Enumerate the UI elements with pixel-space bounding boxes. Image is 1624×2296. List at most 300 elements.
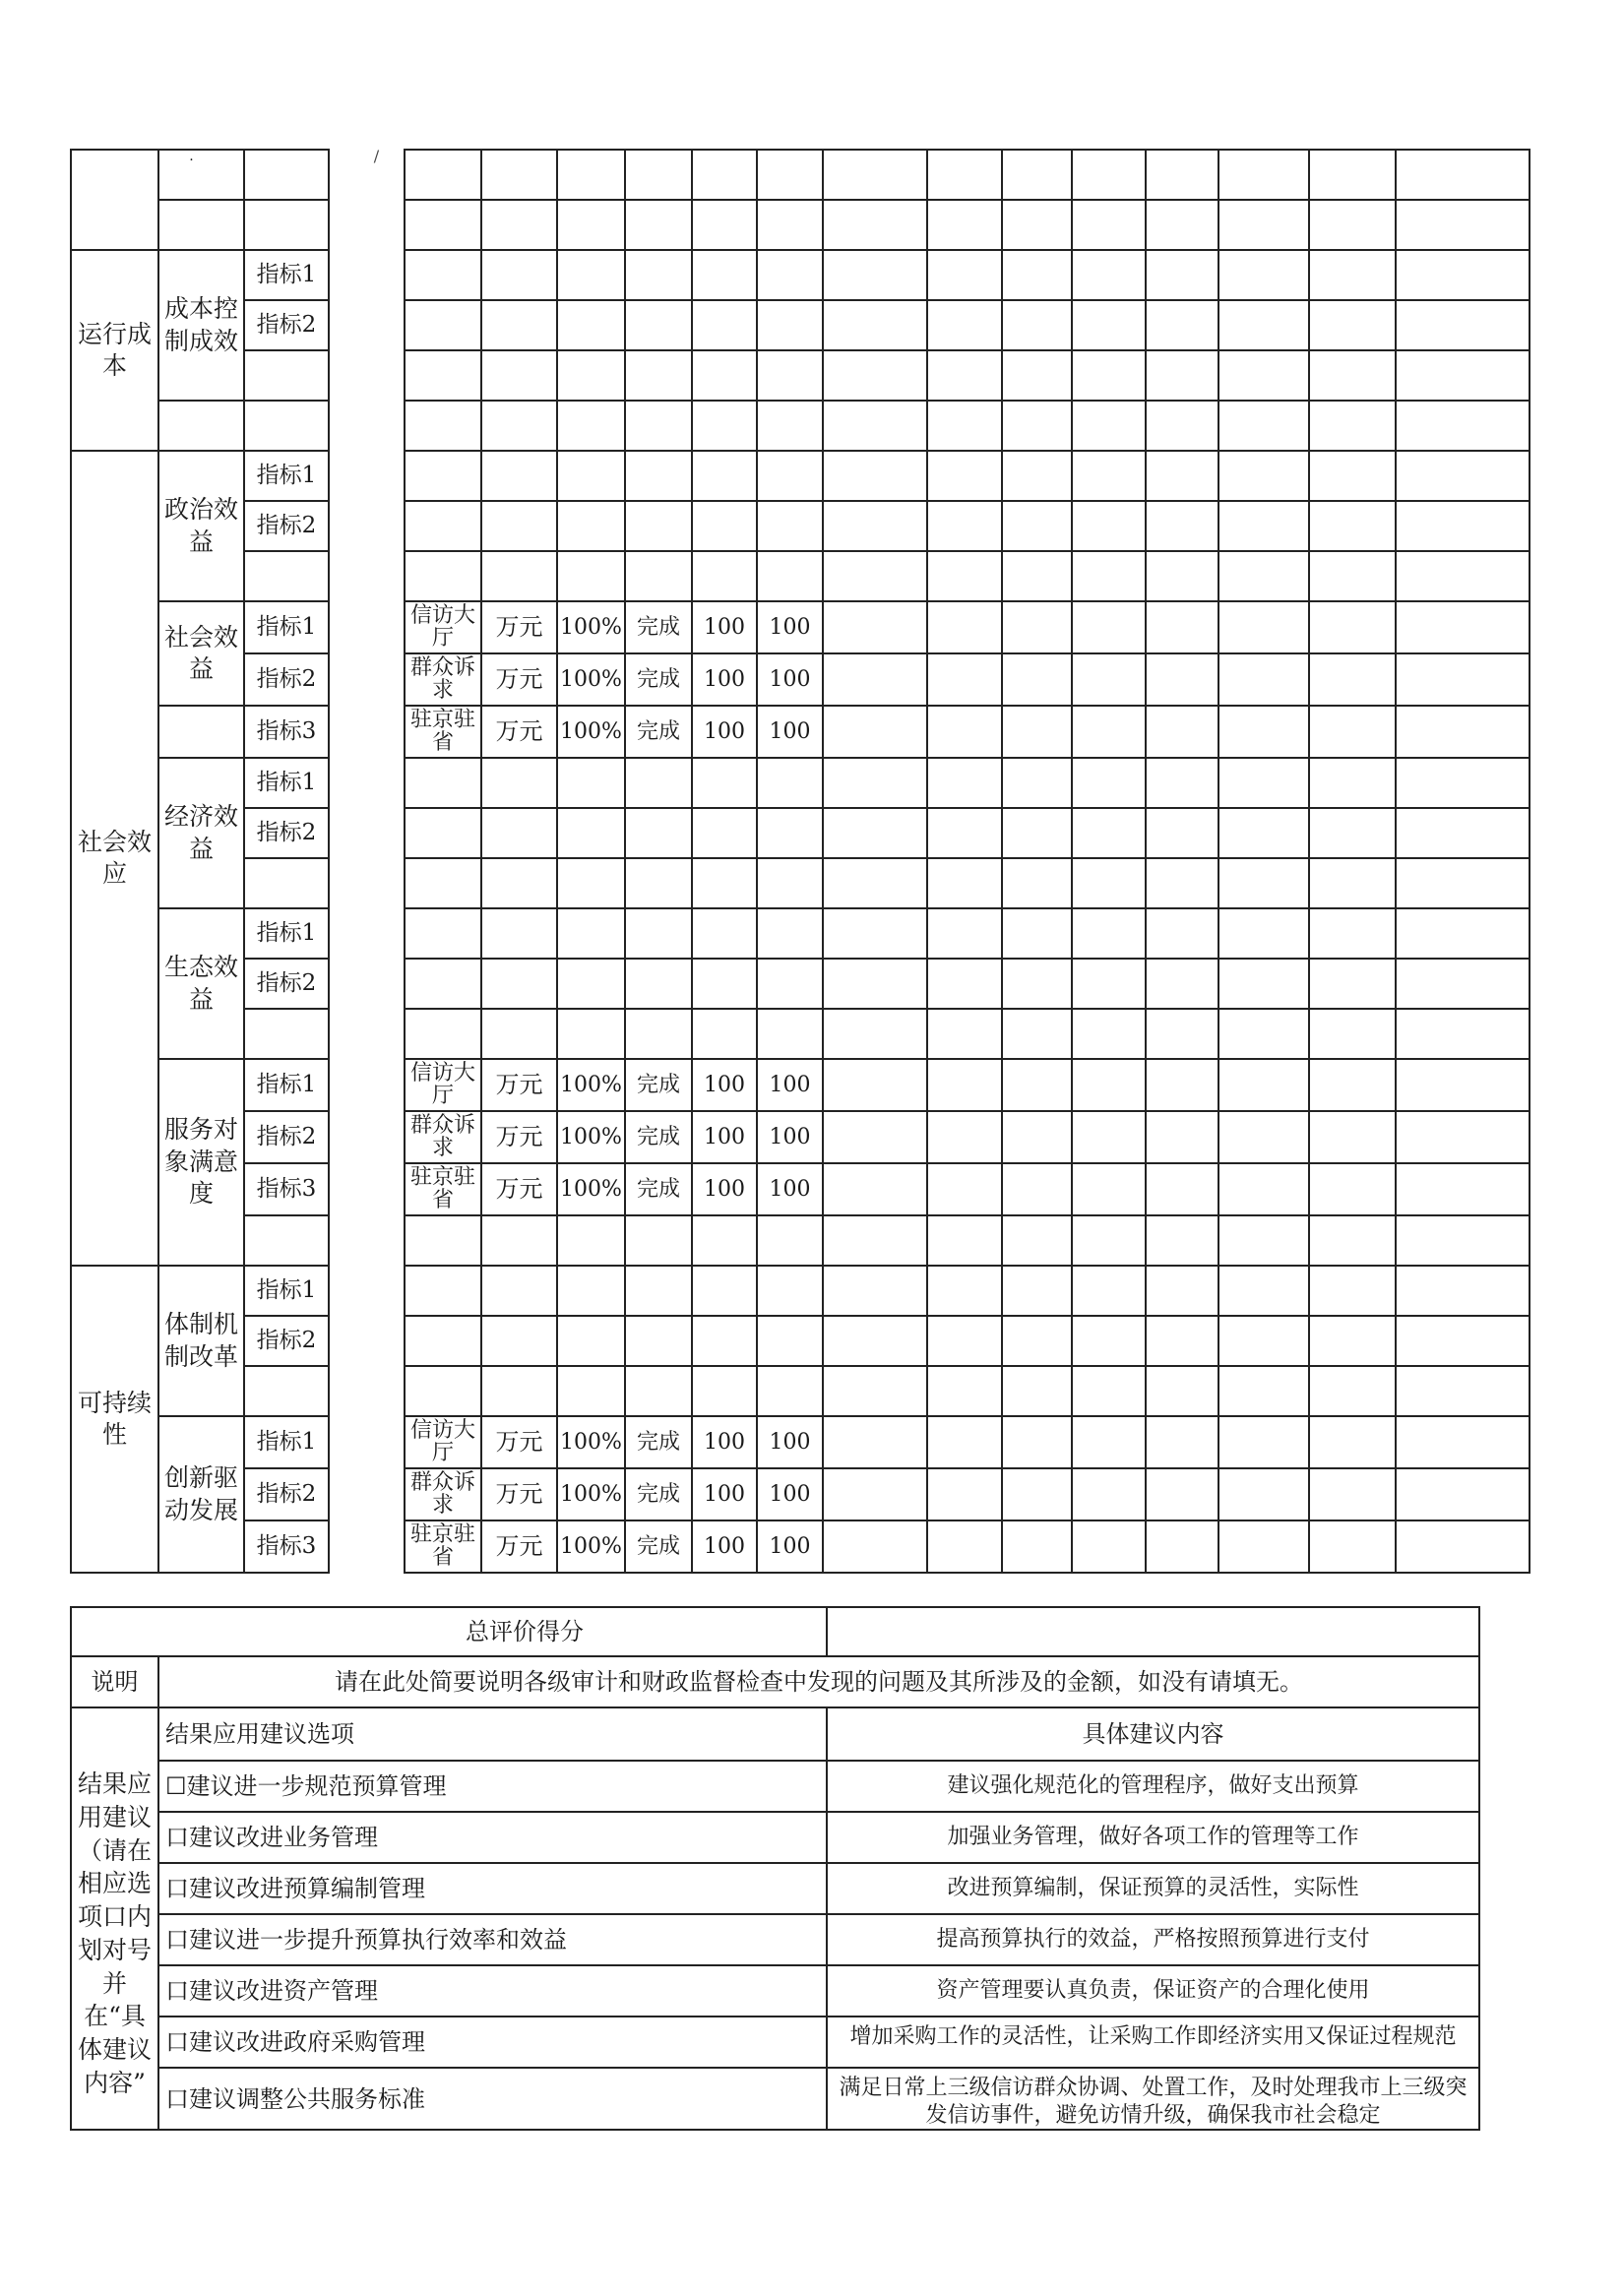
unit-cell: 万元 [481,1416,557,1468]
blank-cell [757,959,823,1009]
blank-cell [1072,758,1146,808]
blank-cell [481,200,557,250]
score-cell: 100 [757,1111,823,1163]
column-gap [329,1468,405,1520]
indicator-name-cell: 指标2 [244,300,329,350]
blank-cell [557,250,625,300]
blank-cell [1309,1009,1396,1059]
blank-cell [1218,1366,1309,1416]
indicator-blank-cell [244,401,329,451]
blank-cell [481,451,557,501]
blank-cell [927,653,1002,706]
blank-cell [1218,250,1309,300]
blank-cell [1002,1215,1072,1266]
column-gap [329,1215,405,1266]
blank-cell [1146,706,1218,758]
blank-cell [557,350,625,401]
blank-cell [557,1215,625,1266]
completion-status-cell: 完成 [625,1059,692,1111]
blank-cell [1146,1059,1218,1111]
result-row [71,1761,1479,1812]
blank-cell [405,150,481,200]
blank-cell [481,1266,557,1316]
column-gap [329,858,405,908]
completion-status-cell: 完成 [625,1111,692,1163]
blank-cell [625,808,692,858]
blank-cell [481,300,557,350]
blank-cell [1218,858,1309,908]
blank-cell [1002,1366,1072,1416]
indicator-content-cell: 群众诉求 [405,1111,481,1163]
blank-cell [1309,706,1396,758]
indicator-row [71,350,1530,401]
blank-cell [1146,150,1218,200]
blank-cell [757,1215,823,1266]
blank-cell [823,451,927,501]
blank-cell [1396,1111,1530,1163]
blank-cell [823,706,927,758]
indicator-row [71,758,1530,808]
level2-category-cell: 成本控制成效 [158,250,244,401]
indicator-name-cell: 指标2 [244,501,329,551]
column-gap [329,1366,405,1416]
blank-cell [1309,1266,1396,1316]
blank-cell [1146,1366,1218,1416]
column-gap [329,1111,405,1163]
blank-cell [692,908,757,959]
suggestion-option: 口建议改进资产管理 [158,1965,827,2017]
blank-cell [625,451,692,501]
blank-cell [1072,706,1146,758]
blank-cell [481,401,557,451]
blank-cell [1146,653,1218,706]
blank-cell [1218,451,1309,501]
blank-cell [1072,858,1146,908]
blank-cell [405,501,481,551]
blank-cell [757,551,823,601]
blank-cell [1146,250,1218,300]
blank-cell [1396,250,1530,300]
blank-cell [1309,150,1396,200]
unit-cell: 万元 [481,1468,557,1520]
blank-cell [1396,858,1530,908]
blank-cell [557,1266,625,1316]
blank-cell [1072,1366,1146,1416]
blank-cell [625,551,692,601]
score-cell: 100 [692,1416,757,1468]
column-gap [329,959,405,1009]
blank-cell [1218,401,1309,451]
blank-cell [1072,1009,1146,1059]
blank-cell [1146,1215,1218,1266]
blank-cell [1002,250,1072,300]
indicator-blank-cell [244,551,329,601]
blank-cell [1072,551,1146,601]
blank-cell [1002,908,1072,959]
blank-cell [1072,300,1146,350]
blank-cell [927,250,1002,300]
blank-cell [1146,1468,1218,1520]
blank-cell [823,959,927,1009]
score-cell: 100 [757,706,823,758]
indicator-row [71,1316,1530,1366]
score-cell: 100 [692,1468,757,1520]
blank-cell [927,1416,1002,1468]
unit-cell: 万元 [481,653,557,706]
suggestion-option: ☐建议进一步规范预算管理 [158,1761,827,1812]
blank-cell [1218,1215,1309,1266]
blank-cell [692,501,757,551]
blank-cell [1396,653,1530,706]
blank-cell [1146,1316,1218,1366]
blank-cell [1218,1416,1309,1468]
blank-cell [1072,401,1146,451]
column-gap [329,1520,405,1573]
blank-cell [757,501,823,551]
blank-cell [927,451,1002,501]
target-rate-cell: 100% [557,1059,625,1111]
level2-blank-cell [158,200,244,250]
suggestion-content: 资产管理要认真负责，保证资产的合理化使用 [827,1965,1479,2017]
total-score-value [827,1607,1479,1656]
blank-cell [1002,1009,1072,1059]
indicator-name-cell: 指标1 [244,451,329,501]
blank-cell [1072,1163,1146,1215]
blank-cell [1396,551,1530,601]
column-gap [329,808,405,858]
unit-cell: 万元 [481,601,557,653]
blank-cell [757,200,823,250]
blank-cell [1002,1266,1072,1316]
result-row [71,1607,1479,1656]
indicator-blank-cell [244,1366,329,1416]
blank-cell [1146,758,1218,808]
blank-cell [927,501,1002,551]
blank-cell [692,1009,757,1059]
blank-cell [557,551,625,601]
blank-cell [757,250,823,300]
indicator-row [71,601,1530,653]
option-column-header: 结果应用建议选项 [158,1707,827,1761]
blank-cell [1309,1366,1396,1416]
blank-cell [692,758,757,808]
indicator-name-cell: 指标3 [244,1163,329,1215]
column-gap [329,653,405,706]
indicator-row [71,250,1530,300]
blank-cell [1146,551,1218,601]
blank-cell [757,808,823,858]
blank-cell [557,150,625,200]
blank-cell [1072,451,1146,501]
blank-cell [1396,451,1530,501]
blank-cell [1146,1266,1218,1316]
completion-status-cell: 完成 [625,653,692,706]
unit-cell: 万元 [481,706,557,758]
blank-cell [1396,1163,1530,1215]
blank-cell [1309,1316,1396,1366]
level2-category-cell: 社会效益 [158,601,244,706]
indicator-row [71,200,1530,250]
blank-cell [1002,601,1072,653]
completion-status-cell: 完成 [625,1468,692,1520]
blank-cell [757,451,823,501]
blank-cell [757,858,823,908]
blank-cell [1218,1009,1309,1059]
indicator-name-cell: 指标1 [244,1059,329,1111]
indicator-row [71,1266,1530,1316]
blank-cell [1218,1163,1309,1215]
blank-cell [1002,451,1072,501]
blank-cell [1072,1416,1146,1468]
blank-cell [757,908,823,959]
indicator-name-cell: 指标1 [244,250,329,300]
blank-cell [1072,1266,1146,1316]
blank-cell [823,601,927,653]
blank-cell [1396,908,1530,959]
blank-cell [1218,501,1309,551]
level2-category-cell: 服务对象满意度 [158,1059,244,1266]
unit-cell: 万元 [481,1111,557,1163]
blank-cell [692,1215,757,1266]
blank-cell [625,858,692,908]
blank-cell [481,908,557,959]
blank-cell [405,1316,481,1366]
blank-cell [1309,1111,1396,1163]
level1-blank-cell [71,150,158,250]
blank-cell [1002,350,1072,401]
blank-cell [557,501,625,551]
blank-cell [481,501,557,551]
blank-cell [1218,908,1309,959]
blank-cell [1396,959,1530,1009]
content-column-header: 具体建议内容 [827,1707,1479,1761]
indicator-name-cell: 指标2 [244,1468,329,1520]
blank-cell [1396,1266,1530,1316]
blank-cell [1218,758,1309,808]
blank-cell [625,1266,692,1316]
blank-cell [692,250,757,300]
blank-cell [1002,200,1072,250]
indicator-name-cell: 指标2 [244,959,329,1009]
blank-cell [405,200,481,250]
blank-cell [927,858,1002,908]
result-row [71,1965,1479,2017]
blank-cell [1146,1111,1218,1163]
blank-cell [1218,706,1309,758]
blank-cell [557,1366,625,1416]
blank-cell [481,551,557,601]
indicator-row [71,653,1530,706]
score-cell: 100 [692,653,757,706]
column-gap [329,908,405,959]
blank-cell [927,551,1002,601]
blank-cell [692,808,757,858]
blank-cell [823,758,927,808]
blank-cell [823,350,927,401]
target-rate-cell: 100% [557,1468,625,1520]
blank-cell [1072,1468,1146,1520]
suggestion-content: 增加采购工作的灵活性，让采购工作即经济实用又保证过程规范 [827,2017,1479,2068]
indicator-content-cell: 驻京驻省 [405,1163,481,1215]
column-gap [329,200,405,250]
blank-cell [692,150,757,200]
indicator-name-cell: 指标3 [244,1520,329,1573]
indicator-name-cell: 指标3 [244,706,329,758]
blank-cell [1309,250,1396,300]
level2-category-cell: 创新驱动发展 [158,1416,244,1573]
blank-cell [1309,808,1396,858]
blank-cell [1146,300,1218,350]
indicator-name-cell: 指标2 [244,808,329,858]
blank-cell [481,1215,557,1266]
blank-cell [927,908,1002,959]
blank-cell [927,959,1002,1009]
score-cell: 100 [692,601,757,653]
blank-cell [692,1266,757,1316]
blank-cell [1218,1316,1309,1366]
blank-cell [1218,350,1309,401]
blank-cell [1396,300,1530,350]
blank-cell [1002,653,1072,706]
level1-category-cell: 运行成本 [71,250,158,451]
blank-cell [1072,1316,1146,1366]
blank-cell [757,1366,823,1416]
blank-cell [405,350,481,401]
unit-cell: 万元 [481,1059,557,1111]
target-rate-cell: 100% [557,1416,625,1468]
indicator-content-cell: 群众诉求 [405,653,481,706]
blank-cell [1072,1215,1146,1266]
suggestion-option: 口建议改进预算编制管理 [158,1863,827,1914]
blank-cell [405,250,481,300]
blank-cell [1002,551,1072,601]
result-row [71,1863,1479,1914]
blank-cell [927,401,1002,451]
blank-cell [1072,908,1146,959]
suggestion-content: 改进预算编制，保证预算的灵活性，实际性 [827,1863,1479,1914]
suggestion-option: 口建议改进政府采购管理 [158,2017,827,2068]
blank-cell [1309,1416,1396,1468]
blank-cell [405,1215,481,1266]
indicator-row [71,858,1530,908]
column-gap [329,451,405,501]
blank-cell [481,858,557,908]
blank-cell [1072,808,1146,858]
blank-cell [557,451,625,501]
indicator-row [71,401,1530,451]
blank-cell [1396,808,1530,858]
indicator-content-cell: 信访大厅 [405,601,481,653]
blank-cell [405,808,481,858]
column-gap [329,150,405,200]
column-gap [329,601,405,653]
completion-status-cell: 完成 [625,601,692,653]
column-gap [329,401,405,451]
blank-cell [557,808,625,858]
blank-cell [625,150,692,200]
blank-cell [557,758,625,808]
blank-cell [481,959,557,1009]
blank-cell [1309,908,1396,959]
target-rate-cell: 100% [557,1163,625,1215]
blank-cell [823,250,927,300]
blank-cell [1396,1316,1530,1366]
indicator-name-cell: 指标2 [244,653,329,706]
indicator-name-cell: 指标1 [244,601,329,653]
blank-cell [1218,1111,1309,1163]
blank-cell [823,1163,927,1215]
blank-cell [1396,501,1530,551]
indicator-blank-cell [244,150,329,200]
blank-cell [692,200,757,250]
indicator-name-cell: 指标1 [244,908,329,959]
blank-cell [757,350,823,401]
blank-cell [823,1366,927,1416]
completion-status-cell: 完成 [625,1416,692,1468]
result-row [71,2068,1479,2130]
blank-cell [757,758,823,808]
blank-cell [927,601,1002,653]
blank-cell [1309,758,1396,808]
blank-cell [927,808,1002,858]
blank-cell [1309,300,1396,350]
blank-cell [1218,150,1309,200]
blank-cell [557,858,625,908]
blank-cell [927,1316,1002,1366]
indicator-row [71,706,1530,758]
blank-cell [557,200,625,250]
blank-cell [1002,706,1072,758]
blank-cell [823,1266,927,1316]
indicator-blank-cell [244,1009,329,1059]
blank-cell [1002,808,1072,858]
blank-cell [823,1215,927,1266]
indicator-row [71,451,1530,501]
blank-cell [1396,706,1530,758]
blank-cell [823,1316,927,1366]
blank-cell [823,551,927,601]
blank-cell [1002,758,1072,808]
score-cell: 100 [692,1163,757,1215]
blank-cell [1146,601,1218,653]
indicator-blank-cell [244,350,329,401]
indicator-content-cell: 群众诉求 [405,1468,481,1520]
blank-cell [1218,300,1309,350]
indicator-row [71,808,1530,858]
blank-cell [1146,1416,1218,1468]
indicator-blank-cell [244,200,329,250]
blank-cell [1396,200,1530,250]
blank-cell [625,1366,692,1416]
blank-cell [1309,653,1396,706]
blank-cell [927,706,1002,758]
blank-cell [927,1266,1002,1316]
blank-cell [1309,200,1396,250]
column-gap [329,350,405,401]
indicator-content-cell: 信访大厅 [405,1059,481,1111]
indicator-row [71,908,1530,959]
target-rate-cell: 100% [557,1520,625,1573]
blank-cell [692,451,757,501]
blank-cell [1072,601,1146,653]
target-rate-cell: 100% [557,1111,625,1163]
indicator-row [71,300,1530,350]
blank-cell [1396,758,1530,808]
blank-cell [692,1366,757,1416]
blank-cell [557,959,625,1009]
blank-cell [625,758,692,808]
indicator-row [71,150,1530,200]
